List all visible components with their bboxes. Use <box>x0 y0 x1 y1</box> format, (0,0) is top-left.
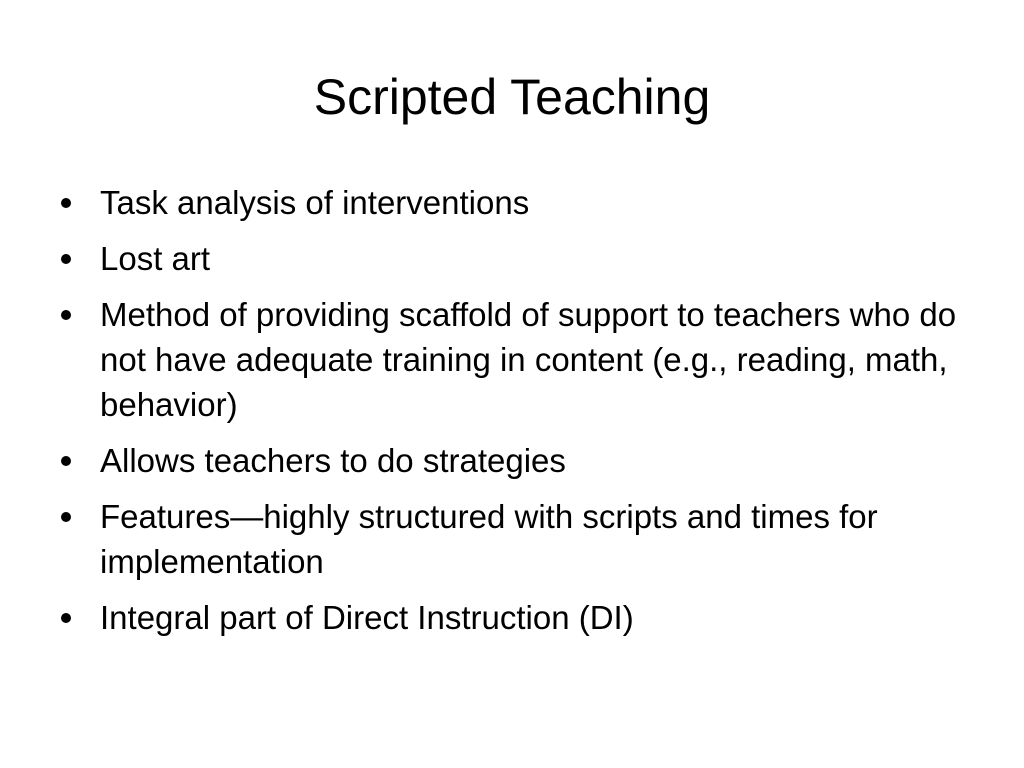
bullet-item <box>58 180 958 225</box>
bullet-point-icon <box>61 310 71 320</box>
bullet-item <box>58 595 958 640</box>
bullet-text: Allows teachers to do strategies <box>100 442 566 479</box>
bullet-item <box>58 236 958 281</box>
bullet-text: Lost art <box>100 240 211 277</box>
bullet-item <box>58 292 958 427</box>
bullet-point-icon <box>61 613 71 623</box>
bullet-item <box>58 438 958 483</box>
bullet-point-icon <box>61 254 71 264</box>
bullet-text: Task analysis of interventions <box>100 184 530 221</box>
bullet-item <box>58 494 958 584</box>
bullet-point-icon <box>61 198 71 208</box>
bullet-point-icon <box>61 512 71 522</box>
bullet-text: Integral part of Direct Instruction (DI) <box>100 599 634 636</box>
bullet-text: Features—highly structured with scripts and times for implementation <box>100 498 878 580</box>
bullet-text: Method of providing scaffold of support to teachers who do not have adequate training in content (e.g., reading, math, behavior) <box>100 296 957 423</box>
bullet-point-icon <box>61 456 71 466</box>
bullet-list <box>58 180 958 651</box>
slide-title: Scripted Teaching <box>313 69 711 125</box>
